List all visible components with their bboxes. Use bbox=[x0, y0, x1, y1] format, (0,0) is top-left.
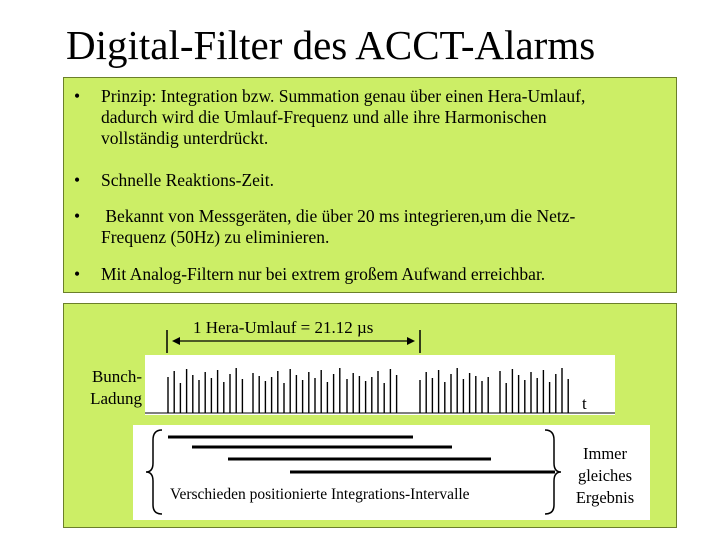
bullet-dot: • bbox=[74, 264, 81, 284]
result-line: gleiches bbox=[577, 466, 633, 485]
slide-title: Digital-Filter des ACCT-Alarms bbox=[66, 22, 596, 68]
integration-intervals-label: Verschieden positionierte Integrations-Intervalle bbox=[170, 486, 470, 503]
bullet-line: Prinzip: Integration bzw. Summation genau über einen Hera-Umlauf, bbox=[101, 86, 586, 106]
bullet-dot: • bbox=[74, 170, 81, 190]
result-line: Ergebnis bbox=[575, 488, 635, 507]
bunch-charge-label bbox=[76, 366, 142, 410]
bunch-train bbox=[168, 368, 568, 413]
period-arrow-left bbox=[172, 337, 180, 345]
period-arrow-right bbox=[407, 337, 415, 345]
result-label bbox=[562, 443, 648, 509]
bullet-line: Mit Analog-Filtern nur bei extrem großem Aufwand erreichbar. bbox=[101, 264, 546, 284]
result-line: Immer bbox=[583, 444, 627, 463]
bunch-label-line: Ladung bbox=[90, 389, 142, 408]
bunch-label-line: Bunch- bbox=[91, 367, 142, 386]
bullet-line: Frequenz (50Hz) zu eliminieren. bbox=[101, 227, 330, 247]
period-label: 1 Hera-Umlauf = 21.12 µs bbox=[193, 318, 374, 337]
left-brace bbox=[146, 430, 162, 514]
bullet-line: dadurch wird die Umlauf-Frequenz und alle ihre Harmonischen bbox=[101, 107, 547, 127]
bullet-line: Bekannt von Messgeräten, die über 20 ms integrieren,um die Netz- bbox=[101, 206, 576, 226]
bullet-line: vollständig unterdrückt. bbox=[101, 128, 269, 148]
bullet-dot: • bbox=[74, 86, 81, 106]
bullet-line: Schnelle Reaktions-Zeit. bbox=[101, 170, 275, 190]
time-axis-label: t bbox=[582, 394, 587, 413]
bullet-dot: • bbox=[74, 206, 81, 226]
